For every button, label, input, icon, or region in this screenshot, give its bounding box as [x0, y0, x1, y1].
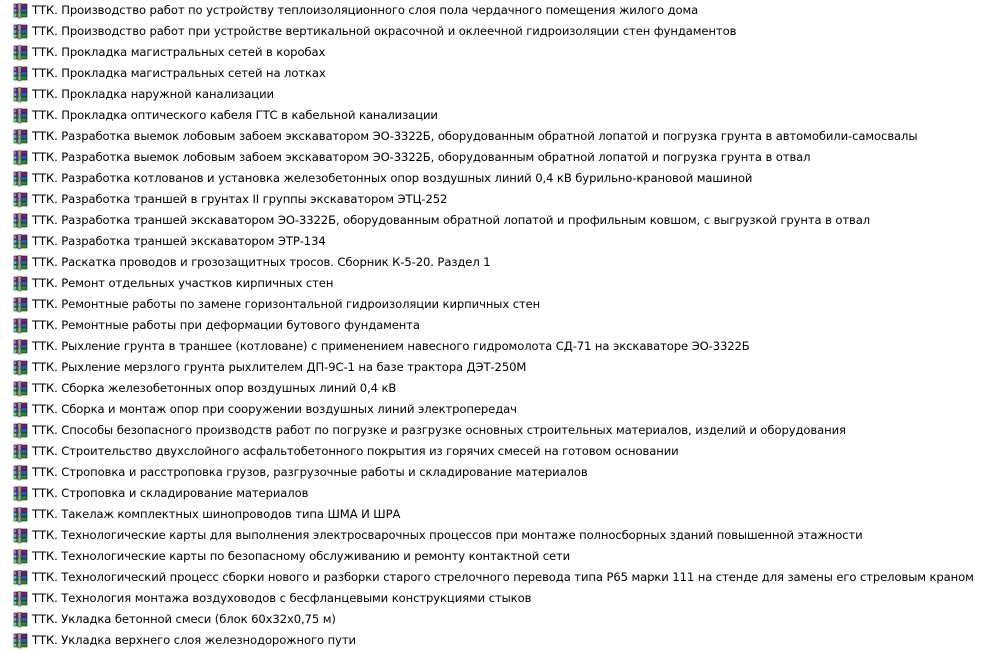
list-item[interactable] [13, 189, 985, 210]
winrar-archive-icon [13, 486, 29, 502]
list-item[interactable] [13, 168, 985, 189]
file-name: ТТК. Сборка железобетонных опор воздушных линий 0,4 кВ [32, 381, 397, 395]
file-name: ТТК. Прокладка наружной канализации [32, 87, 274, 101]
file-name: ТТК. Прокладка оптического кабеля ГТС в кабельной канализации [32, 108, 438, 122]
file-name: ТТК. Укладка верхнего слоя железнодорожного пути [32, 633, 356, 647]
list-item[interactable] [13, 525, 985, 546]
winrar-archive-icon [13, 633, 29, 649]
file-name: ТТК. Производство работ при устройстве вертикальной окрасочной и оклеечной гидроизоляции стен фундаментов [32, 24, 737, 38]
list-item[interactable] [13, 231, 985, 252]
list-item[interactable] [13, 252, 985, 273]
file-name: ТТК. Разработка котлованов и установка железобетонных опор воздушных линий 0,4 кВ бурильно-крановой машиной [32, 171, 753, 185]
file-name: ТТК. Технологические карты для выполнения электросварочных процессов при монтаже полносборных зданий повышенной этажности [32, 528, 863, 542]
list-item[interactable] [13, 546, 985, 567]
file-name: ТТК. Укладка бетонной смеси (блок 60х32х0,75 м) [32, 612, 336, 626]
winrar-archive-icon [13, 66, 29, 82]
winrar-archive-icon [13, 381, 29, 397]
winrar-archive-icon [13, 108, 29, 124]
list-item[interactable] [13, 315, 985, 336]
file-name: ТТК. Способы безопасного производств работ по погрузке и разгрузке основных строительных материалов, изделий и оборудования [32, 423, 846, 437]
file-name: ТТК. Строповка и складирование материалов [32, 486, 309, 500]
list-item[interactable] [13, 21, 985, 42]
file-name: ТТК. Разработка выемок лобовым забоем экскаватором ЭО-3322Б, оборудованным обратной лопатой и погрузка грунта в автомобили-самосвалы [32, 129, 918, 143]
winrar-archive-icon [13, 276, 29, 292]
list-item[interactable] [13, 420, 985, 441]
winrar-archive-icon [13, 612, 29, 628]
file-name: ТТК. Технологические карты по безопасному обслуживанию и ремонту контактной сети [32, 549, 571, 563]
list-item[interactable] [13, 462, 985, 483]
winrar-archive-icon [13, 318, 29, 334]
winrar-archive-icon [13, 360, 29, 376]
list-item[interactable] [13, 630, 985, 651]
file-name: ТТК. Разработка траншей в грунтах II группы экскаватором ЭТЦ-252 [32, 192, 448, 206]
winrar-archive-icon [13, 255, 29, 271]
list-item[interactable] [13, 357, 985, 378]
list-item[interactable] [13, 147, 985, 168]
winrar-archive-icon [13, 528, 29, 544]
list-item[interactable] [13, 273, 985, 294]
list-item[interactable] [13, 0, 985, 21]
winrar-archive-icon [13, 507, 29, 523]
winrar-archive-icon [13, 570, 29, 586]
winrar-archive-icon [13, 24, 29, 40]
file-name: ТТК. Рыхление грунта в траншее (котловане) с применением навесного гидромолота СД-71 на экскаваторе ЭО-3322Б [32, 339, 750, 353]
list-item[interactable] [13, 441, 985, 462]
list-item[interactable] [13, 42, 985, 63]
list-item[interactable] [13, 483, 985, 504]
list-item[interactable] [13, 609, 985, 630]
list-item[interactable] [13, 294, 985, 315]
list-item[interactable] [13, 336, 985, 357]
file-name: ТТК. Сборка и монтаж опор при сооружении воздушных линий электропередач [32, 402, 517, 416]
list-item[interactable] [13, 399, 985, 420]
file-name: ТТК. Раскатка проводов и грозозащитных тросов. Сборник К-5-20. Раздел 1 [32, 255, 491, 269]
file-name: ТТК. Разработка выемок лобовым забоем экскаватором ЭО-3322Б, оборудованным обратной лопатой и погрузка грунта в отвал [32, 150, 811, 164]
winrar-archive-icon [13, 171, 29, 187]
winrar-archive-icon [13, 87, 29, 103]
winrar-archive-icon [13, 3, 29, 19]
winrar-archive-icon [13, 423, 29, 439]
file-name: ТТК. Ремонтные работы при деформации бутового фундамента [32, 318, 420, 332]
file-name: ТТК. Технологический процесс сборки нового и разборки старого стрелочного перевода типа Р65 марки 111 на стенде для замены его стреловым краном [32, 570, 974, 584]
winrar-archive-icon [13, 234, 29, 250]
list-item[interactable] [13, 63, 985, 84]
file-name: ТТК. Технология монтажа воздуховодов с бесфланцевыми конструкциями стыков [32, 591, 532, 605]
list-item[interactable] [13, 567, 985, 588]
winrar-archive-icon [13, 402, 29, 418]
file-list [13, 0, 985, 651]
winrar-archive-icon [13, 339, 29, 355]
file-name: ТТК. Ремонтные работы по замене горизонтальной гидроизоляции кирпичных стен [32, 297, 541, 311]
file-name: ТТК. Ремонт отдельных участков кирпичных стен [32, 276, 334, 290]
file-name: ТТК. Такелаж комплектных шинопроводов типа ШМА И ШРА [32, 507, 401, 521]
list-item[interactable] [13, 105, 985, 126]
winrar-archive-icon [13, 549, 29, 565]
file-name: ТТК. Прокладка магистральных сетей в коробах [32, 45, 326, 59]
winrar-archive-icon [13, 465, 29, 481]
file-name: ТТК. Строительство двухслойного асфальтобетонного покрытия из горячих смесей на готовом основании [32, 444, 679, 458]
list-item[interactable] [13, 504, 985, 525]
winrar-archive-icon [13, 192, 29, 208]
list-item[interactable] [13, 210, 985, 231]
list-item[interactable] [13, 84, 985, 105]
list-item[interactable] [13, 378, 985, 399]
file-name: ТТК. Производство работ по устройству теплоизоляционного слоя пола чердачного помещения жилого дома [32, 3, 699, 17]
file-name: ТТК. Разработка траншей экскаватором ЭО-3322Б, оборудованным обратной лопатой и профильным ковшом, с выгрузкой грунта в отвал [32, 213, 871, 227]
winrar-archive-icon [13, 297, 29, 313]
winrar-archive-icon [13, 444, 29, 460]
winrar-archive-icon [13, 129, 29, 145]
winrar-archive-icon [13, 150, 29, 166]
file-name: ТТК. Строповка и расстроповка грузов, разгрузочные работы и складирование материалов [32, 465, 588, 479]
file-name: ТТК. Рыхление мерзлого грунта рыхлителем ДП-9С-1 на базе трактора ДЭТ-250М [32, 360, 527, 374]
list-item[interactable] [13, 588, 985, 609]
winrar-archive-icon [13, 591, 29, 607]
winrar-archive-icon [13, 213, 29, 229]
file-name: ТТК. Прокладка магистральных сетей на лотках [32, 66, 326, 80]
list-item[interactable] [13, 126, 985, 147]
winrar-archive-icon [13, 45, 29, 61]
file-name: ТТК. Разработка траншей экскаватором ЭТР-134 [32, 234, 326, 248]
